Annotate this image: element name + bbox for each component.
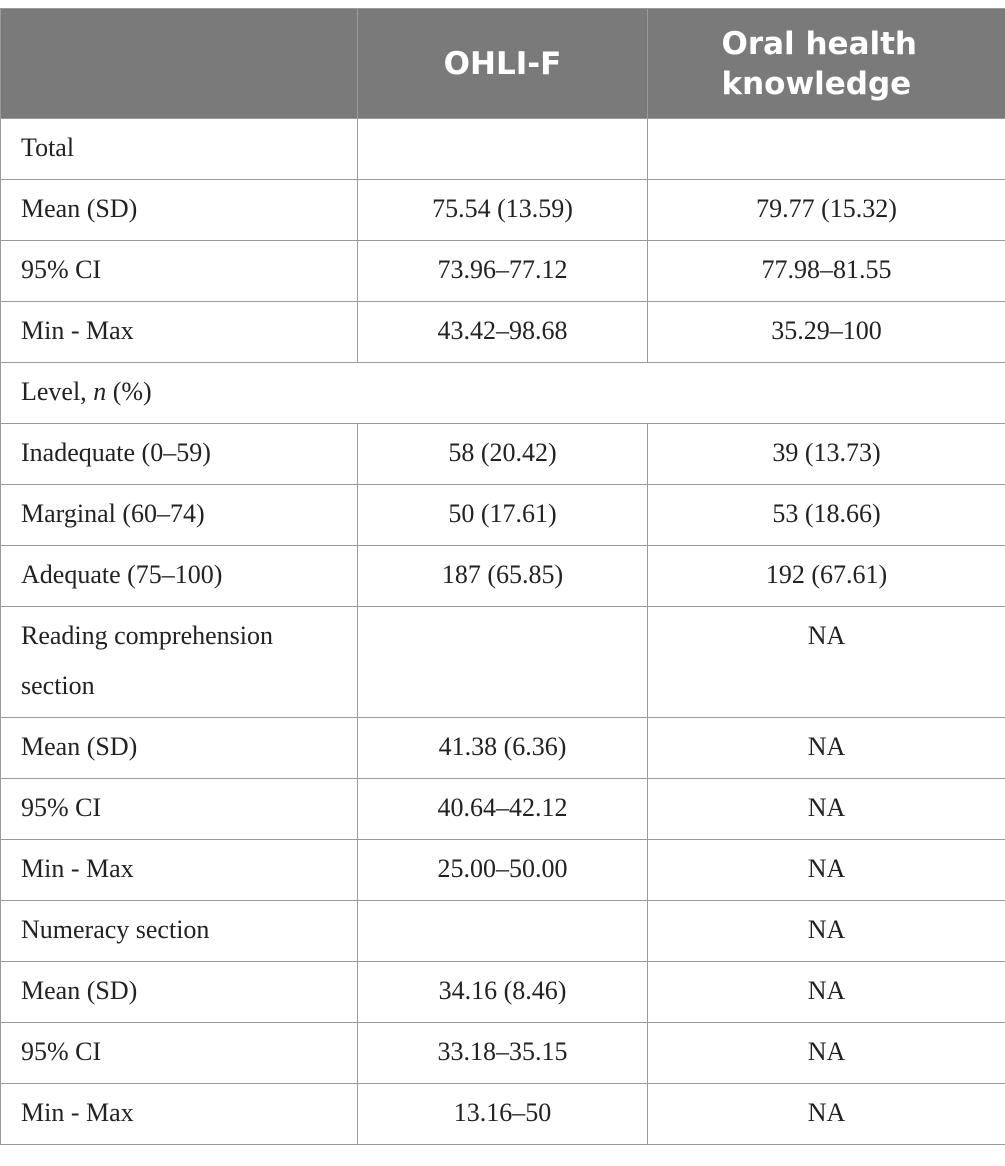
ohk-value [648, 119, 1005, 180]
ohk-value: NA [648, 840, 1005, 901]
ohlif-value: 13.16–50 [358, 1084, 648, 1145]
table-row [1, 1023, 1005, 1084]
ohlif-value: 50 (17.61) [358, 485, 648, 546]
table-row [1, 180, 1005, 241]
table-row [1, 718, 1005, 779]
ohk-value: 77.98–81.55 [648, 241, 1005, 302]
table-row [1, 241, 1005, 302]
header-row [1, 9, 1005, 119]
ohk-value: NA [648, 901, 1005, 962]
ohk-value: 35.29–100 [648, 302, 1005, 363]
ohk-value: NA [648, 1023, 1005, 1084]
ohk-value: NA [648, 607, 1005, 718]
header-oral-health-knowledge [648, 9, 1005, 119]
row-label: Total [1, 119, 358, 180]
table-row [1, 485, 1005, 546]
row-label: Inadequate (0–59) [1, 424, 358, 485]
table-row [1, 1084, 1005, 1145]
ohlif-value: 43.42–98.68 [358, 302, 648, 363]
table-body [1, 119, 1005, 1145]
table-row [1, 546, 1005, 607]
ohk-value: NA [648, 962, 1005, 1023]
ohlif-value: 40.64–42.12 [358, 779, 648, 840]
ohk-value: 53 (18.66) [648, 485, 1005, 546]
level-label-text: Level, [21, 377, 87, 406]
row-label: Min - Max [1, 840, 358, 901]
ohlif-value: 73.96–77.12 [358, 241, 648, 302]
table-row [1, 779, 1005, 840]
row-label: Marginal (60–74) [1, 485, 358, 546]
level-label-suffix: (%) [112, 377, 152, 406]
row-label: Adequate (75–100) [1, 546, 358, 607]
table-header [1, 9, 1005, 119]
table-row [1, 363, 1005, 424]
row-label: Min - Max [1, 1084, 358, 1145]
table-row [1, 607, 1005, 718]
ohk-value: 39 (13.73) [648, 424, 1005, 485]
header-ohlif [358, 9, 648, 119]
row-label: Mean (SD) [1, 180, 358, 241]
header-blank [1, 9, 358, 119]
ohk-value: 192 (67.61) [648, 546, 1005, 607]
table-row [1, 901, 1005, 962]
header-ohk-label: Oral health knowledge [721, 25, 918, 102]
row-label: 95% CI [1, 779, 358, 840]
level-label-n: n [93, 377, 107, 406]
ohk-value: NA [648, 1084, 1005, 1145]
ohk-value: 79.77 (15.32) [648, 180, 1005, 241]
ohlif-value [358, 607, 648, 718]
table-row [1, 119, 1005, 180]
ohlif-value: 25.00–50.00 [358, 840, 648, 901]
row-label: Numeracy section [1, 901, 358, 962]
ohk-value: NA [648, 779, 1005, 840]
header-ohlif-label: OHLI-F [443, 45, 562, 82]
row-label: 95% CI [1, 1023, 358, 1084]
row-label-level [1, 363, 1005, 424]
ohlif-value: 58 (20.42) [358, 424, 648, 485]
ohlif-value: 75.54 (13.59) [358, 180, 648, 241]
row-label: Mean (SD) [1, 718, 358, 779]
table-row [1, 962, 1005, 1023]
results-table [0, 8, 1005, 1145]
row-label: Min - Max [1, 302, 358, 363]
ohlif-value: 187 (65.85) [358, 546, 648, 607]
ohlif-value: 34.16 (8.46) [358, 962, 648, 1023]
row-label: Reading comprehension section [1, 607, 358, 718]
row-label: 95% CI [1, 241, 358, 302]
table-row [1, 302, 1005, 363]
ohlif-value [358, 901, 648, 962]
ohk-value: NA [648, 718, 1005, 779]
ohlif-value [358, 119, 648, 180]
ohlif-value: 41.38 (6.36) [358, 718, 648, 779]
row-label: Mean (SD) [1, 962, 358, 1023]
table-row [1, 424, 1005, 485]
ohlif-value: 33.18–35.15 [358, 1023, 648, 1084]
table-row [1, 840, 1005, 901]
